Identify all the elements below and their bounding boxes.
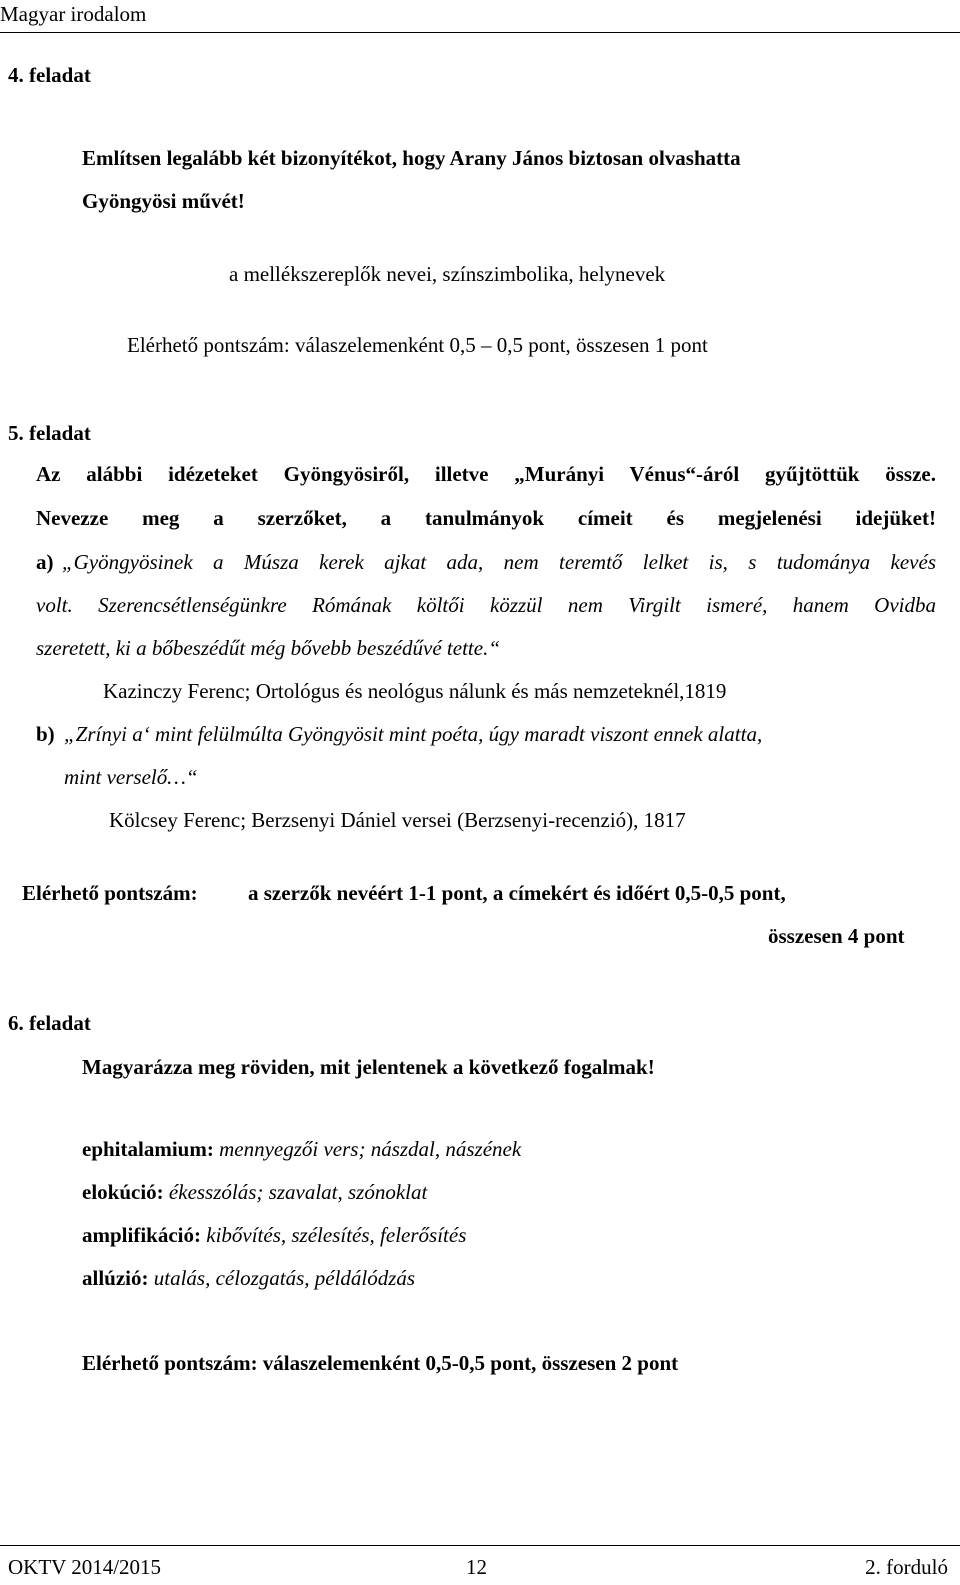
task4-question-line1: Említsen legalább két bizonyítékot, hogy Arany János biztosan olvashatta	[82, 146, 741, 170]
task5-b-label: b)	[36, 722, 55, 746]
task5-points-label: Elérhető pontszám:	[22, 881, 198, 905]
term-definition: mennyegzői vers; nászdal, nászének	[213, 1137, 522, 1161]
task5-a-line1: „Gyöngyösinek a Músza kerek ajkat ada, nem teremtő lelket is, s tudománya kevés	[62, 550, 936, 574]
task5-points-text: a szerzők nevéért 1-1 pont, a címekért és időért 0,5-0,5 pont,	[248, 881, 786, 905]
task5-a-source: Kazinczy Ferenc; Ortológus és neológus nálunk és más nemzeteknél,1819	[103, 679, 727, 703]
term-name: ephitalamium:	[82, 1137, 214, 1161]
task6-question: Magyarázza meg röviden, mit jelentenek a következő fogalmak!	[82, 1055, 655, 1079]
footer-divider	[0, 1545, 960, 1546]
task5-points-total: összesen 4 pont	[768, 924, 905, 948]
term-definition: kibővítés, szélesítés, felerősítés	[201, 1223, 467, 1247]
term-row	[82, 1139, 521, 1160]
task4-points: Elérhető pontszám: válaszelemenként 0,5 – 0,5 pont, összesen 1 pont	[127, 333, 708, 357]
task5-heading: 5. feladat	[8, 421, 91, 445]
footer-right: 2. forduló	[865, 1555, 948, 1579]
header-divider	[0, 32, 960, 33]
term-name: amplifikáció:	[82, 1223, 201, 1247]
task4-question-line2: Gyöngyösi művét!	[82, 189, 245, 213]
task5-intro-line2: Nevezze meg a szerzőket, a tanulmányok címeit és megjelenési idejüket!	[36, 506, 936, 530]
header-title: Magyar irodalom	[0, 2, 147, 26]
task5-b-line2: mint verselő…“	[64, 765, 198, 789]
footer-left: OKTV 2014/2015	[8, 1555, 162, 1579]
task4-answer: a mellékszereplők nevei, színszimbolika, helynevek	[229, 262, 666, 286]
task4-heading: 4. feladat	[8, 63, 91, 87]
task6-points: Elérhető pontszám: válaszelemenként 0,5-0,5 pont, összesen 2 pont	[82, 1351, 679, 1375]
task5-intro-line1: Az alábbi idézeteket Gyöngyösiről, illetve „Murányi Vénus“-áról gyűjtöttük össze.	[36, 462, 936, 486]
term-definition: utalás, célozgatás, példálódzás	[148, 1266, 416, 1290]
term-row	[82, 1225, 466, 1246]
task5-b-source: Kölcsey Ferenc; Berzsenyi Dániel versei (Berzsenyi-recenzió), 1817	[109, 808, 686, 832]
task5-a-line3: szeretett, ki a bőbeszédűt még bővebb beszédűvé tette.“	[36, 636, 501, 660]
task5-a-label: a)	[36, 550, 54, 574]
term-definition: ékesszólás; szavalat, szónoklat	[163, 1180, 428, 1204]
term-name: allúzió:	[82, 1266, 149, 1290]
task5-b-line1: „Zrínyi a‘ mint felülmúlta Gyöngyösit mint poéta, úgy maradt viszont ennek alatta,	[64, 722, 763, 746]
term-name: elokúció:	[82, 1180, 164, 1204]
task5-a-line2: volt. Szerencsétlenségünkre Rómának költői közzül nem Virgilt ismeré, hanem Ovidba	[36, 593, 936, 617]
footer-page-number: 12	[466, 1555, 487, 1579]
task6-heading: 6. feladat	[8, 1011, 91, 1035]
term-row	[82, 1182, 427, 1203]
term-row	[82, 1268, 415, 1289]
